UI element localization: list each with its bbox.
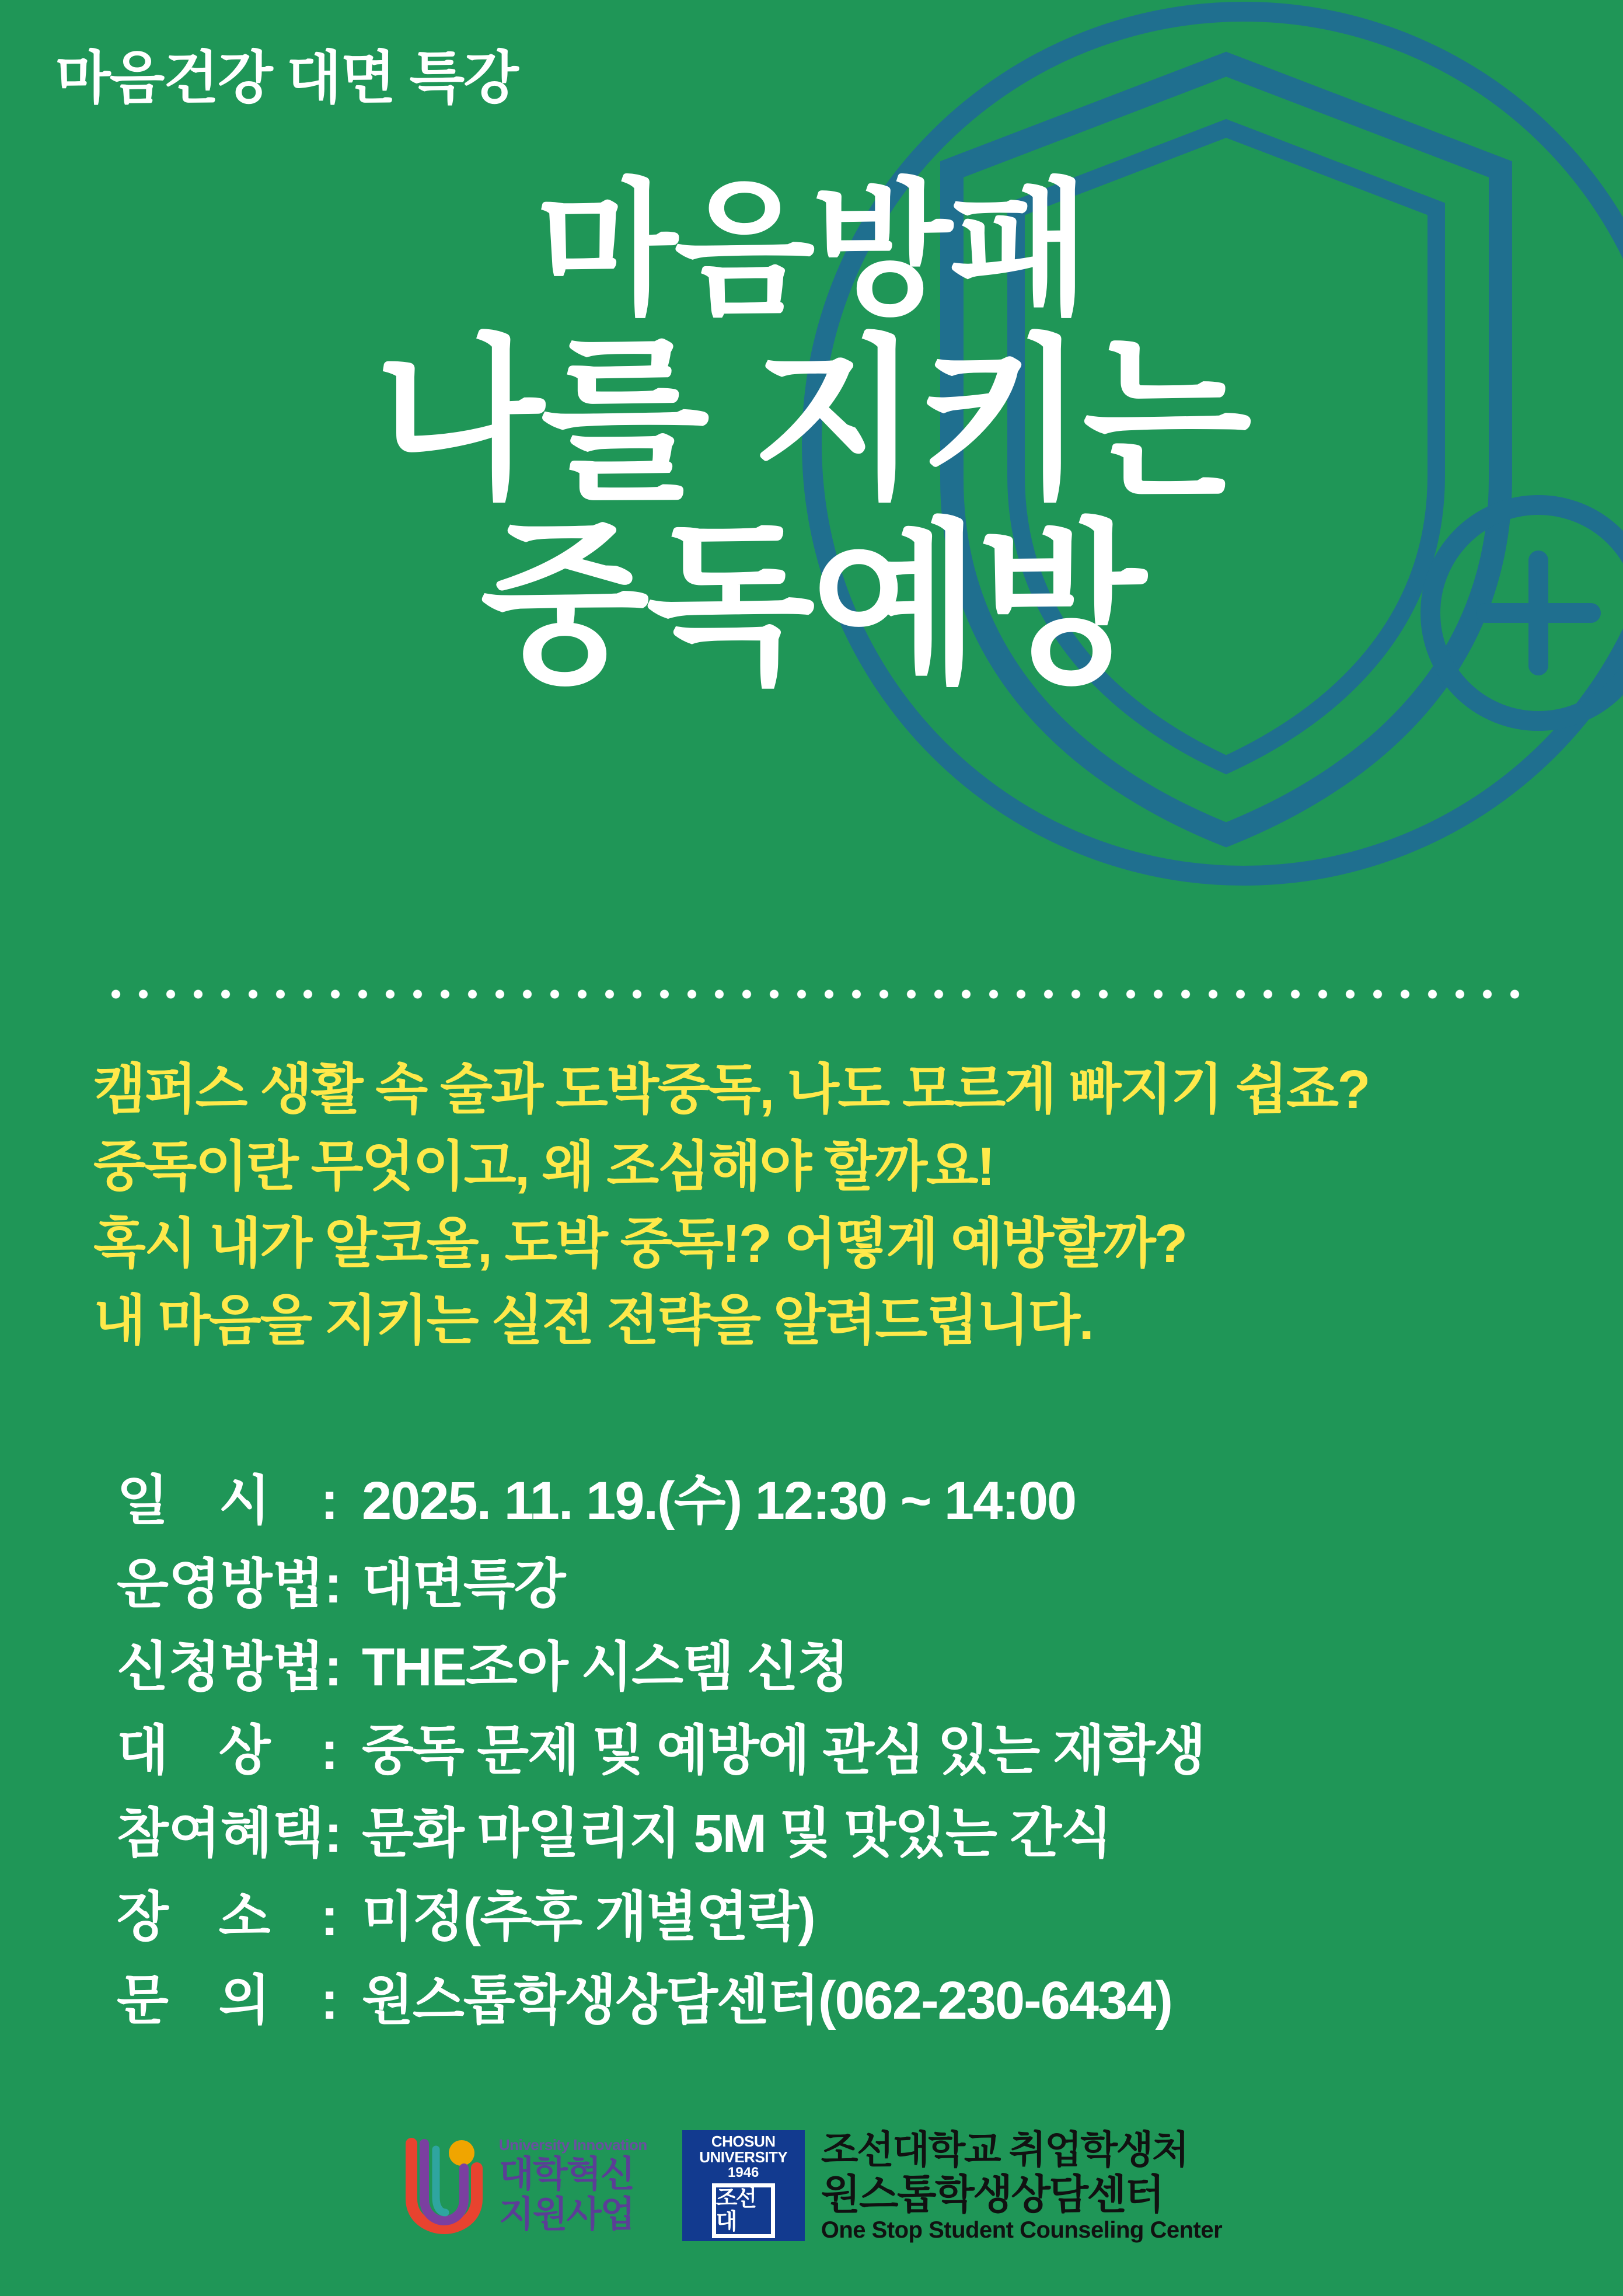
detail-row [117, 1459, 1565, 1543]
chosun-text-block [821, 2128, 1222, 2243]
detail-list [117, 1459, 1565, 2042]
detail-value: 중독 문제 및 예방에 관심 있는 재학생 [362, 1720, 1205, 1781]
uin-text-block [499, 2137, 647, 2235]
detail-label: 운영방법 : [117, 1554, 343, 1614]
title-line-3: 중독예방 [480, 507, 1143, 703]
chosun-emblem-line-1: CHOSUN [711, 2132, 776, 2150]
uin-line-1: 대학혁신 [498, 2154, 634, 2194]
detail-label: 신청방법 : [117, 1637, 343, 1698]
detail-value: 대면특강 [362, 1554, 565, 1614]
title-line-1: 마음방패 [536, 168, 1087, 331]
detail-value: THE조아 시스템 신청 [362, 1637, 849, 1698]
detail-row [117, 1626, 1565, 1709]
uin-tagline: University Innovation [498, 2136, 647, 2154]
poster-kicker: 마음건강 대면 특강 [55, 46, 518, 110]
poster-title [0, 168, 1623, 703]
detail-value: 2025. 11. 19.(수) 12:30 ~ 14:00 [362, 1471, 1076, 1531]
chosun-emblem-line-2: UNIVERSITY [699, 2148, 788, 2166]
chosun-emblem-icon [682, 2130, 805, 2241]
detail-value: 원스톱학생상담센터(062-230-6434) [362, 1970, 1172, 2030]
chosun-line-3: One Stop Student Counseling Center [821, 2217, 1223, 2243]
detail-row [117, 1792, 1565, 1876]
detail-row [117, 1959, 1565, 2043]
intro-line: 중독이란 무엇이고, 왜 조심해야 할까요! [93, 1136, 994, 1197]
intro-line: 캠퍼스 생활 속 술과 도박중독, 나도 모르게 빠지기 쉽죠? [93, 1059, 1369, 1120]
intro-paragraph [93, 1051, 1553, 1359]
footer-logos [0, 2128, 1623, 2243]
chosun-emblem-year: 1946 [728, 2165, 759, 2181]
title-line-2: 나를 지키는 [375, 322, 1248, 518]
detail-row [117, 1709, 1565, 1793]
intro-line: 혹시 내가 알코올, 도박 중독!? 어떻게 예방할까? [93, 1213, 1186, 1274]
detail-row [117, 1876, 1565, 1959]
university-innovation-logo [401, 2137, 647, 2235]
chosun-line-1: 조선대학교 취업학생처 [821, 2127, 1188, 2171]
detail-row [117, 1543, 1565, 1626]
detail-label: 일 시 : [117, 1471, 338, 1531]
chosun-emblem-seal: 조선대 [712, 2183, 775, 2238]
uin-line-2: 지원사업 [498, 2194, 634, 2235]
intro-line: 내 마음을 지키는 실전 전략을 알려드립니다. [93, 1290, 1093, 1351]
chosun-line-2: 원스톱학생상담센터 [821, 2171, 1163, 2217]
uin-mark-icon [401, 2138, 488, 2234]
chosun-university-logo [682, 2128, 1222, 2243]
detail-label: 장 소 : [117, 1887, 338, 1947]
detail-label: 대 상 : [117, 1720, 338, 1781]
dotted-divider [102, 987, 1521, 1002]
detail-value: 미정(추후 개별연락) [362, 1887, 815, 1947]
detail-label: 참여혜택 : [117, 1804, 343, 1864]
detail-label: 문 의 : [117, 1970, 338, 2030]
detail-value: 문화 마일리지 5M 및 맛있는 간식 [362, 1804, 1112, 1864]
